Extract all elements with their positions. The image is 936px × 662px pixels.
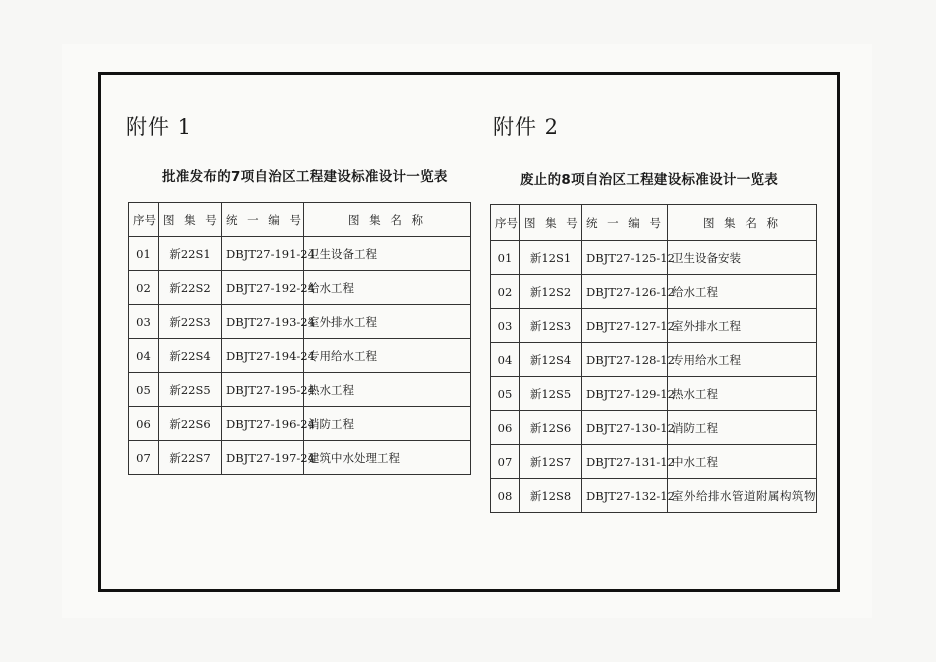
cell-code: DBJT27-127-12: [582, 309, 668, 343]
cell-no: 06: [129, 407, 159, 441]
cell-name: 建筑中水处理工程: [304, 441, 471, 475]
approved-standards-table: [128, 202, 471, 475]
cell-atlas: 新12S8: [520, 479, 582, 513]
header-code: 统 一 编 号: [222, 203, 304, 237]
cell-code: DBJT27-128-12: [582, 343, 668, 377]
cell-no: 03: [491, 309, 520, 343]
cell-no: 04: [491, 343, 520, 377]
cell-atlas: 新12S7: [520, 445, 582, 479]
cell-code: DBJT27-129-12: [582, 377, 668, 411]
cell-name: 卫生设备安装: [668, 241, 817, 275]
cell-code: DBJT27-196-24: [222, 407, 304, 441]
cell-code: DBJT27-132-12: [582, 479, 668, 513]
header-name: 图 集 名 称: [304, 203, 471, 237]
cell-name: 卫生设备工程: [304, 237, 471, 271]
cell-name: 专用给水工程: [668, 343, 817, 377]
cell-code: DBJT27-126-12: [582, 275, 668, 309]
cell-name: 消防工程: [304, 407, 471, 441]
table-header-row: [129, 203, 471, 237]
cell-name: 热水工程: [668, 377, 817, 411]
cell-no: 07: [129, 441, 159, 475]
attachment-1-title: 批准发布的7项自治区工程建设标准设计一览表: [162, 169, 448, 185]
cell-atlas: 新22S7: [159, 441, 222, 475]
cell-code: DBJT27-194-24: [222, 339, 304, 373]
table-row: [491, 411, 817, 445]
cell-no: 05: [491, 377, 520, 411]
cell-no: 03: [129, 305, 159, 339]
cell-no: 02: [129, 271, 159, 305]
table-row: [129, 339, 471, 373]
header-atlas: 图 集 号: [520, 205, 582, 241]
table-row: [491, 445, 817, 479]
table-row: [491, 377, 817, 411]
cell-atlas: 新22S5: [159, 373, 222, 407]
table-row: [129, 373, 471, 407]
cell-name: 专用给水工程: [304, 339, 471, 373]
cell-name: 热水工程: [304, 373, 471, 407]
table-row: [129, 407, 471, 441]
cell-no: 07: [491, 445, 520, 479]
cell-no: 08: [491, 479, 520, 513]
cell-code: DBJT27-197-24: [222, 441, 304, 475]
cell-code: DBJT27-191-24: [222, 237, 304, 271]
cell-no: 02: [491, 275, 520, 309]
cell-atlas: 新12S2: [520, 275, 582, 309]
header-atlas: 图 集 号: [159, 203, 222, 237]
table-header-row: [491, 205, 817, 241]
table-row: [491, 241, 817, 275]
cell-name: 室外给排水管道附属构筑物: [668, 479, 817, 513]
cell-name: 中水工程: [668, 445, 817, 479]
header-no: 序号: [491, 205, 520, 241]
cell-code: DBJT27-125-12: [582, 241, 668, 275]
header-code: 统 一 编 号: [582, 205, 668, 241]
header-no: 序号: [129, 203, 159, 237]
cell-code: DBJT27-193-24: [222, 305, 304, 339]
header-name: 图 集 名 称: [668, 205, 817, 241]
cell-code: DBJT27-192-24: [222, 271, 304, 305]
attachment-2-title: 废止的8项自治区工程建设标准设计一览表: [520, 172, 779, 188]
cell-atlas: 新22S2: [159, 271, 222, 305]
cell-atlas: 新12S5: [520, 377, 582, 411]
table-row: [491, 479, 817, 513]
attachment-2-label: 附件 2: [493, 115, 560, 139]
table-row: [129, 237, 471, 271]
cell-atlas: 新12S6: [520, 411, 582, 445]
table-row: [491, 343, 817, 377]
attachment-1-label: 附件 1: [126, 115, 193, 139]
table-row: [129, 305, 471, 339]
cell-code: DBJT27-195-24: [222, 373, 304, 407]
cell-name: 消防工程: [668, 411, 817, 445]
cell-no: 04: [129, 339, 159, 373]
table-row: [129, 441, 471, 475]
cell-no: 01: [129, 237, 159, 271]
table-row: [491, 275, 817, 309]
cell-atlas: 新12S1: [520, 241, 582, 275]
cell-name: 室外排水工程: [304, 305, 471, 339]
cell-atlas: 新22S6: [159, 407, 222, 441]
cell-no: 01: [491, 241, 520, 275]
cell-name: 室外排水工程: [668, 309, 817, 343]
table-row: [491, 309, 817, 343]
cell-name: 给水工程: [668, 275, 817, 309]
cell-code: DBJT27-130-12: [582, 411, 668, 445]
table-row: [129, 271, 471, 305]
cell-no: 06: [491, 411, 520, 445]
cell-atlas: 新12S4: [520, 343, 582, 377]
cell-name: 给水工程: [304, 271, 471, 305]
cell-atlas: 新22S3: [159, 305, 222, 339]
cell-atlas: 新22S1: [159, 237, 222, 271]
cell-code: DBJT27-131-12: [582, 445, 668, 479]
cell-atlas: 新22S4: [159, 339, 222, 373]
cell-atlas: 新12S3: [520, 309, 582, 343]
cell-no: 05: [129, 373, 159, 407]
abolished-standards-table: [490, 204, 817, 513]
